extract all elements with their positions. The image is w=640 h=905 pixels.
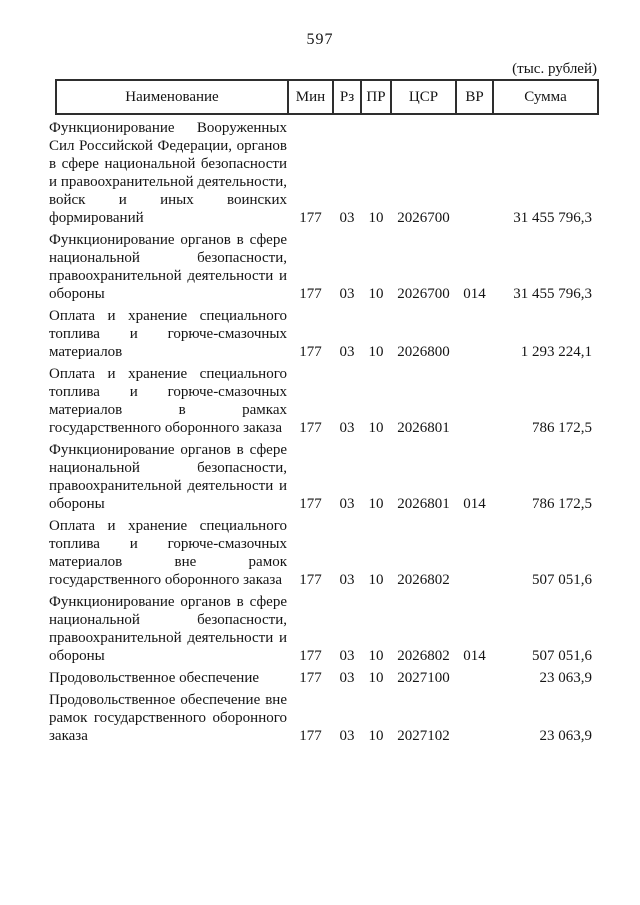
cell-min: 177 <box>299 648 322 664</box>
cell-sum: 31 455 796,3 <box>513 286 592 302</box>
cell-vr <box>456 361 493 437</box>
row-name-text: Оплата и хранение специального топлива и горюче-смазочных материалов вне рамок государственного оборонного заказа <box>49 518 287 588</box>
cell-name <box>49 437 288 513</box>
cell-pr: 10 <box>368 572 384 588</box>
cell-vr: 014 <box>463 648 486 664</box>
cell-pr: 10 <box>368 496 384 512</box>
cell-rz: 03 <box>339 344 355 360</box>
table-row <box>56 687 598 745</box>
cell-name <box>49 114 288 227</box>
table-body <box>49 114 598 745</box>
cell-csr: 2026700 <box>397 210 450 226</box>
cell-min: 177 <box>299 572 322 588</box>
table-row <box>56 361 598 437</box>
cell-sum: 507 051,6 <box>532 648 592 664</box>
cell-name <box>49 361 288 437</box>
column-header-min: Мин <box>288 80 333 114</box>
row-name-text: Оплата и хранение специального топлива и горюче-смазочных материалов в рамках государственного оборонного заказа <box>49 366 287 436</box>
budget-table <box>49 79 599 745</box>
cell-name <box>49 303 288 361</box>
cell-min: 177 <box>299 210 322 226</box>
cell-vr <box>456 513 493 589</box>
cell-csr: 2027100 <box>397 670 450 686</box>
table-row <box>56 513 598 589</box>
cell-pr: 10 <box>368 210 384 226</box>
table-row <box>56 227 598 303</box>
cell-name <box>49 665 288 687</box>
table-row <box>56 437 598 513</box>
cell-vr <box>456 303 493 361</box>
cell-min: 177 <box>299 728 322 744</box>
cell-vr <box>456 687 493 745</box>
cell-rz: 03 <box>339 286 355 302</box>
cell-rz: 03 <box>339 420 355 436</box>
table-zone <box>49 60 597 745</box>
row-name-text: Функционирование органов в сфере национальной безопасности, правоохранительной деятельности и обороны <box>49 594 287 664</box>
table-row <box>56 303 598 361</box>
cell-rz: 03 <box>339 496 355 512</box>
page-number: 597 <box>306 31 334 48</box>
cell-csr: 2026801 <box>397 496 450 512</box>
cell-min: 177 <box>299 420 322 436</box>
cell-vr <box>456 114 493 227</box>
cell-pr: 10 <box>368 728 384 744</box>
cell-rz: 03 <box>339 572 355 588</box>
cell-pr: 10 <box>368 286 384 302</box>
row-name-text: Оплата и хранение специального топлива и горюче-смазочных материалов <box>49 308 287 360</box>
column-header-sum: Сумма <box>493 80 598 114</box>
table-row <box>56 114 598 227</box>
cell-sum: 1 293 224,1 <box>520 344 592 360</box>
cell-csr: 2026802 <box>397 648 450 664</box>
cell-csr: 2026800 <box>397 344 450 360</box>
header-row <box>56 80 598 114</box>
cell-name <box>49 687 288 745</box>
cell-min: 177 <box>299 496 322 512</box>
column-header-rz: Рз <box>333 80 361 114</box>
cell-sum: 507 051,6 <box>532 572 592 588</box>
cell-name <box>49 513 288 589</box>
cell-csr: 2027102 <box>397 728 450 744</box>
units-label: (тыс. рублей) <box>512 61 597 77</box>
row-name-text: Функционирование органов в сфере национальной безопасности, правоохранительной деятельности и обороны <box>49 232 287 302</box>
table-row <box>56 665 598 687</box>
cell-csr: 2026802 <box>397 572 450 588</box>
cell-pr: 10 <box>368 420 384 436</box>
cell-vr <box>456 665 493 687</box>
column-header-name: Наименование <box>56 80 288 114</box>
table-row <box>56 589 598 665</box>
cell-min: 177 <box>299 344 322 360</box>
cell-sum: 31 455 796,3 <box>513 210 592 226</box>
column-header-csr: ЦСР <box>391 80 456 114</box>
cell-csr: 2026801 <box>397 420 450 436</box>
cell-rz: 03 <box>339 648 355 664</box>
cell-rz: 03 <box>339 210 355 226</box>
cell-sum: 786 172,5 <box>532 420 592 436</box>
cell-csr: 2026700 <box>397 286 450 302</box>
cell-pr: 10 <box>368 648 384 664</box>
cell-min: 177 <box>299 670 322 686</box>
row-name-text: Функционирование органов в сфере национальной безопасности, правоохранительной деятельности и обороны <box>49 442 287 512</box>
column-header-vr: ВР <box>456 80 493 114</box>
cell-pr: 10 <box>368 670 384 686</box>
cell-rz: 03 <box>339 728 355 744</box>
row-name-text: Функционирование Вооруженных Сил Российской Федерации, органов в сфере национальной безопасности и правоохранительной деятельности, войск и иных воинских формирований <box>49 120 287 226</box>
cell-name <box>49 227 288 303</box>
column-header-pr: ПР <box>361 80 391 114</box>
cell-pr: 10 <box>368 344 384 360</box>
row-name-text: Продовольственное обеспечение вне рамок государственного оборонного заказа <box>49 692 287 744</box>
cell-rz: 03 <box>339 670 355 686</box>
cell-sum: 23 063,9 <box>539 728 592 744</box>
cell-vr: 014 <box>463 286 486 302</box>
cell-vr: 014 <box>463 496 486 512</box>
row-name-text: Продовольственное обеспечение <box>49 670 259 686</box>
cell-min: 177 <box>299 286 322 302</box>
table-header <box>56 80 598 114</box>
cell-sum: 786 172,5 <box>532 496 592 512</box>
cell-sum: 23 063,9 <box>539 670 592 686</box>
cell-name <box>49 589 288 665</box>
